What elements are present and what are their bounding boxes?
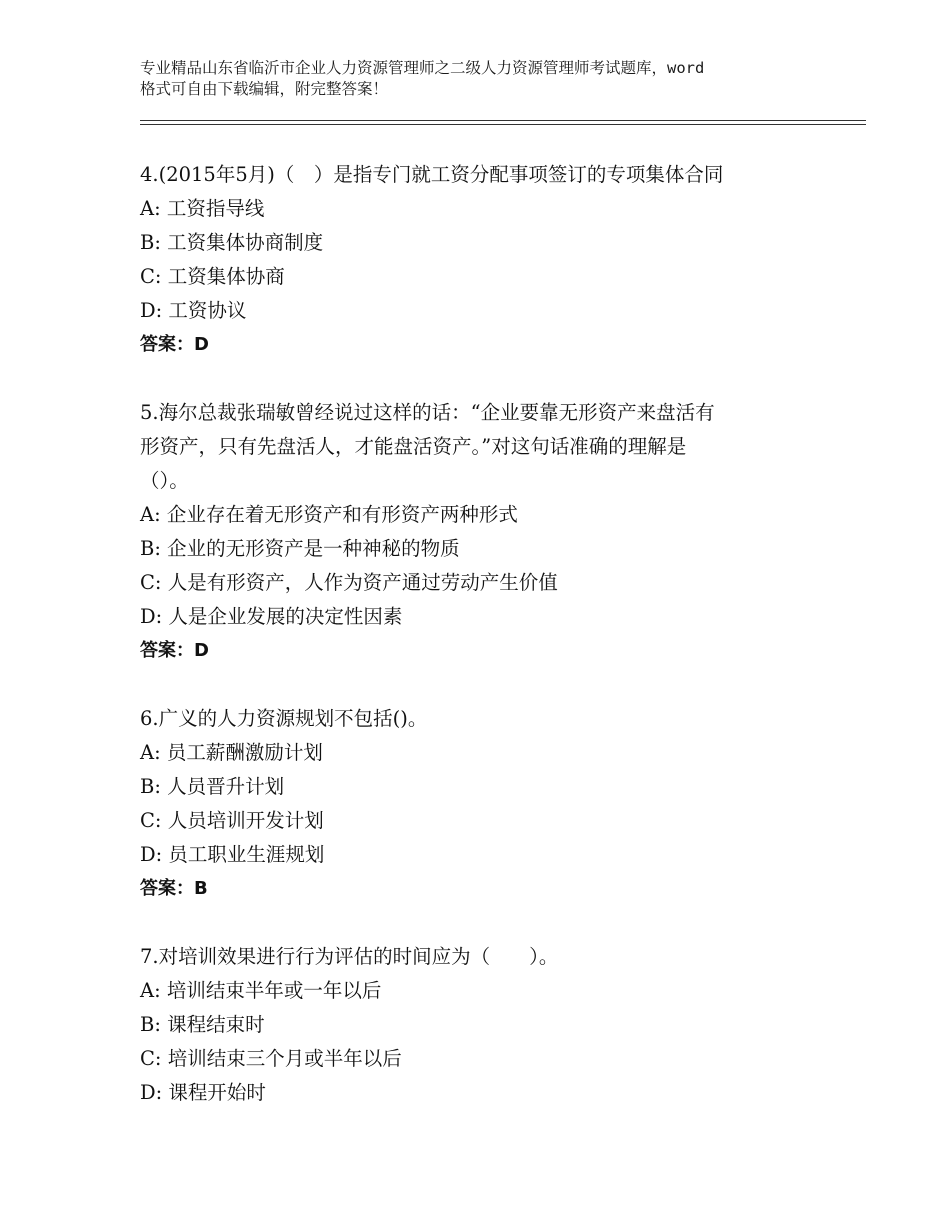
header-line-1: 专业精品山东省临沂市企业人力资源管理师之二级人力资源管理师考试题库，word xyxy=(140,59,705,77)
question-7 xyxy=(140,940,860,1110)
question-spacer xyxy=(140,906,860,940)
option-c: C: 工资集体协商 xyxy=(140,265,285,288)
question-text: 4.(2015年5月)（ ）是指专门就工资分配事项签订的专项集体合同 xyxy=(140,163,724,186)
document-header xyxy=(140,58,840,100)
option-d: D: 人是企业发展的决定性因素 xyxy=(140,605,403,628)
option-a: A: 员工薪酬激励计划 xyxy=(140,741,323,764)
question-list xyxy=(140,158,860,1110)
option-c: C: 人员培训开发计划 xyxy=(140,809,324,832)
answer-label: 答案：D xyxy=(140,334,209,355)
question-text-line-2: 形资产，只有先盘活人，才能盘活资产。”对这句话准确的理解是 xyxy=(140,435,687,458)
option-b: B: 课程结束时 xyxy=(140,1013,265,1036)
option-a: A: 企业存在着无形资产和有形资产两种形式 xyxy=(140,503,518,526)
question-text-line-1: 5.海尔总裁张瑞敏曾经说过这样的话：“企业要靠无形资产来盘活有 xyxy=(140,401,715,424)
option-b: B: 工资集体协商制度 xyxy=(140,231,324,254)
option-c: C: 人是有形资产，人作为资产通过劳动产生价值 xyxy=(140,571,558,594)
question-4 xyxy=(140,158,860,362)
question-text: 7.对培训效果进行行为评估的时间应为（ ）。 xyxy=(140,945,559,968)
question-spacer xyxy=(140,362,860,396)
option-b: B: 企业的无形资产是一种神秘的物质 xyxy=(140,537,460,560)
option-d: D: 员工职业生涯规划 xyxy=(140,843,325,866)
question-text-line-3: （）。 xyxy=(140,469,189,492)
question-spacer xyxy=(140,668,860,702)
question-text: 6.广义的人力资源规划不包括()。 xyxy=(140,707,428,730)
option-d: D: 工资协议 xyxy=(140,299,247,322)
header-line-2: 格式可自由下载编辑，附完整答案！ xyxy=(140,80,389,98)
option-a: A: 培训结束半年或一年以后 xyxy=(140,979,382,1002)
option-d: D: 课程开始时 xyxy=(140,1081,266,1104)
header-rule-top xyxy=(140,120,866,121)
answer-label: 答案：B xyxy=(140,878,208,899)
option-a: A: 工资指导线 xyxy=(140,197,265,220)
option-b: B: 人员晋升计划 xyxy=(140,775,285,798)
question-5 xyxy=(140,396,860,668)
option-c: C: 培训结束三个月或半年以后 xyxy=(140,1047,402,1070)
header-rule-bottom xyxy=(140,124,866,125)
question-6 xyxy=(140,702,860,906)
answer-label: 答案：D xyxy=(140,640,209,661)
